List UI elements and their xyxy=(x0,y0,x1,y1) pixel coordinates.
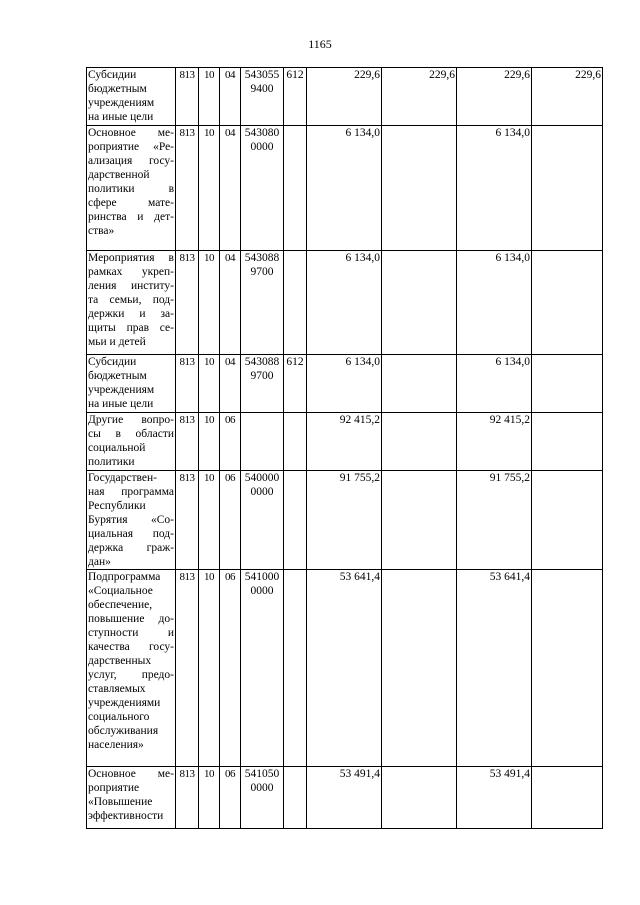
pr-cell: 04 xyxy=(220,355,241,413)
row-name-line: дарственной xyxy=(88,169,150,181)
sum1-cell: 53 641,4 xyxy=(307,570,382,767)
row-name-cell xyxy=(87,251,176,355)
csr-cell xyxy=(241,251,284,355)
csr-line: 543088 xyxy=(244,252,280,264)
pr-cell: 06 xyxy=(220,767,241,829)
vr-cell xyxy=(284,570,307,767)
row-name-cell xyxy=(87,570,176,767)
sum4-cell: 229,6 xyxy=(532,68,603,126)
csr-line: 543088 xyxy=(244,356,280,368)
vr-cell xyxy=(284,126,307,251)
pr-cell: 04 xyxy=(220,68,241,126)
row-name-line: повышение до- xyxy=(88,613,174,625)
csr-line: 0000 xyxy=(250,486,274,498)
sum3-cell: 6 134,0 xyxy=(457,251,532,355)
row-name-line: рамках укреп- xyxy=(88,266,174,278)
ved-cell: 813 xyxy=(176,413,199,471)
csr-cell xyxy=(241,767,284,829)
row-name-line: Республики xyxy=(88,500,146,512)
row-name-line: учреждениям xyxy=(88,97,155,109)
csr-cell xyxy=(241,355,284,413)
csr-line: 541050 xyxy=(244,768,280,780)
sum3-cell: 6 134,0 xyxy=(457,355,532,413)
csr-cell xyxy=(241,471,284,570)
sum1-cell: 6 134,0 xyxy=(307,251,382,355)
table-row xyxy=(87,471,603,570)
csr-line: 541000 xyxy=(244,571,280,583)
sum4-cell xyxy=(532,413,603,471)
row-name-cell xyxy=(87,767,176,829)
sum1-cell: 53 491,4 xyxy=(307,767,382,829)
ved-cell: 813 xyxy=(176,355,199,413)
row-name-line: эффективности xyxy=(88,810,164,822)
csr-cell xyxy=(241,570,284,767)
row-name-line: Основное ме- xyxy=(88,127,174,139)
rz-cell: 10 xyxy=(199,570,220,767)
table-row xyxy=(87,126,603,251)
table-row xyxy=(87,251,603,355)
csr-cell xyxy=(241,68,284,126)
pr-cell: 04 xyxy=(220,126,241,251)
vr-cell: 612 xyxy=(284,355,307,413)
row-name-line: на иные цели xyxy=(88,398,154,410)
row-name-line: сы в области xyxy=(88,428,174,440)
sum4-cell xyxy=(532,355,603,413)
sum3-cell: 53 641,4 xyxy=(457,570,532,767)
pr-cell: 06 xyxy=(220,570,241,767)
csr-line: 9700 xyxy=(250,266,274,278)
row-name-line: социальной xyxy=(88,442,146,454)
table-row xyxy=(87,570,603,767)
sum3-cell: 92 415,2 xyxy=(457,413,532,471)
row-name-cell xyxy=(87,126,176,251)
sum2-cell: 229,6 xyxy=(382,68,457,126)
csr-line: 543055 xyxy=(244,69,280,81)
row-name-line: держки и за- xyxy=(88,308,174,320)
rz-cell: 10 xyxy=(199,126,220,251)
rz-cell: 10 xyxy=(199,767,220,829)
row-name-line: политики xyxy=(88,456,135,468)
row-name-cell xyxy=(87,413,176,471)
rz-cell: 10 xyxy=(199,413,220,471)
page-number: 1165 xyxy=(308,37,332,51)
vr-cell xyxy=(284,767,307,829)
row-name-line: Государствен- xyxy=(88,472,157,484)
row-name-cell xyxy=(87,68,176,126)
row-name-line: «Повышение xyxy=(88,796,153,808)
sum1-cell: 6 134,0 xyxy=(307,126,382,251)
row-name-line: учреждениями xyxy=(88,697,161,709)
sum3-cell: 229,6 xyxy=(457,68,532,126)
row-name-line: политики в xyxy=(88,183,174,195)
rz-cell: 10 xyxy=(199,68,220,126)
sum3-cell: 6 134,0 xyxy=(457,126,532,251)
row-name-line: та семьи, под- xyxy=(88,294,174,306)
row-name-line: Мероприятия в xyxy=(88,252,174,264)
csr-line: 543080 xyxy=(244,127,280,139)
budget-table xyxy=(86,67,603,829)
table-row xyxy=(87,413,603,471)
sum1-cell: 6 134,0 xyxy=(307,355,382,413)
row-name-line: ринства и дет- xyxy=(88,211,174,223)
vr-cell: 612 xyxy=(284,68,307,126)
ved-cell: 813 xyxy=(176,471,199,570)
csr-cell xyxy=(241,126,284,251)
row-name-line: социального xyxy=(88,711,150,723)
ved-cell: 813 xyxy=(176,126,199,251)
row-name-line: услуг, предо- xyxy=(88,669,174,681)
table-row xyxy=(87,68,603,126)
ved-cell: 813 xyxy=(176,68,199,126)
ved-cell: 813 xyxy=(176,251,199,355)
sum4-cell xyxy=(532,126,603,251)
row-name-cell xyxy=(87,355,176,413)
table-row xyxy=(87,355,603,413)
csr-line: 540000 xyxy=(244,472,280,484)
budget-table-body xyxy=(87,68,603,829)
row-name-line: ступности и xyxy=(88,627,174,639)
sum4-cell xyxy=(532,471,603,570)
pr-cell: 04 xyxy=(220,251,241,355)
sum3-cell: 91 755,2 xyxy=(457,471,532,570)
row-name-cell xyxy=(87,471,176,570)
ved-cell: 813 xyxy=(176,570,199,767)
row-name-line: бюджетным xyxy=(88,370,147,382)
row-name-line: «Социальное xyxy=(88,585,153,597)
row-name-line: Субсидии xyxy=(88,356,137,368)
row-name-line: сфере мате- xyxy=(88,197,174,209)
rz-cell: 10 xyxy=(199,251,220,355)
sum2-cell xyxy=(382,413,457,471)
pr-cell: 06 xyxy=(220,471,241,570)
rz-cell: 10 xyxy=(199,355,220,413)
row-name-line: учреждениям xyxy=(88,384,155,396)
pr-cell: 06 xyxy=(220,413,241,471)
csr-line: 0000 xyxy=(250,782,274,794)
row-name-line: дарственных xyxy=(88,655,152,667)
sum4-cell xyxy=(532,251,603,355)
row-name-line: Другие вопро- xyxy=(88,414,174,426)
sum3-cell: 53 491,4 xyxy=(457,767,532,829)
row-name-line: обслуживания xyxy=(88,725,159,737)
vr-cell xyxy=(284,251,307,355)
row-name-line: щиты прав се- xyxy=(88,322,174,334)
row-name-line: на иные цели xyxy=(88,111,154,123)
row-name-line: обеспечение, xyxy=(88,599,153,611)
row-name-line: ставляемых xyxy=(88,683,146,695)
sum2-cell xyxy=(382,126,457,251)
csr-line: 0000 xyxy=(250,585,274,597)
rz-cell: 10 xyxy=(199,471,220,570)
csr-cell xyxy=(241,413,284,471)
row-name-line: населения» xyxy=(88,739,144,751)
row-name-line: качества госу- xyxy=(88,641,174,653)
csr-line: 9400 xyxy=(250,83,274,95)
sum4-cell xyxy=(532,767,603,829)
row-name-line: бюджетным xyxy=(88,83,147,95)
row-name-line: Основное ме- xyxy=(88,768,174,780)
row-name-line: мьи и детей xyxy=(88,336,146,348)
sum2-cell xyxy=(382,767,457,829)
row-name-line: роприятие xyxy=(88,782,140,794)
sum2-cell xyxy=(382,570,457,767)
sum2-cell xyxy=(382,471,457,570)
row-name-line: Субсидии xyxy=(88,69,137,81)
row-name-line: ства» xyxy=(88,225,115,237)
sum2-cell xyxy=(382,251,457,355)
row-name-line: роприятие «Ре- xyxy=(88,141,174,153)
sum1-cell: 91 755,2 xyxy=(307,471,382,570)
vr-cell xyxy=(284,471,307,570)
sum2-cell xyxy=(382,355,457,413)
sum1-cell: 229,6 xyxy=(307,68,382,126)
ved-cell: 813 xyxy=(176,767,199,829)
row-name-line: держка граж- xyxy=(88,542,174,554)
row-name-line: Подпрограмма xyxy=(88,571,161,583)
table-row xyxy=(87,767,603,829)
csr-line: 0000 xyxy=(250,141,274,153)
vr-cell xyxy=(284,413,307,471)
sum1-cell: 92 415,2 xyxy=(307,413,382,471)
row-name-line: дан» xyxy=(88,556,111,568)
sum4-cell xyxy=(532,570,603,767)
row-name-line: Бурятия «Со- xyxy=(88,514,174,526)
row-name-line: ализация госу- xyxy=(88,155,174,167)
row-name-line: ная программа xyxy=(88,486,174,498)
row-name-line: циальная под- xyxy=(88,528,174,540)
csr-line: 9700 xyxy=(250,370,274,382)
row-name-line: ления институ- xyxy=(88,280,174,292)
